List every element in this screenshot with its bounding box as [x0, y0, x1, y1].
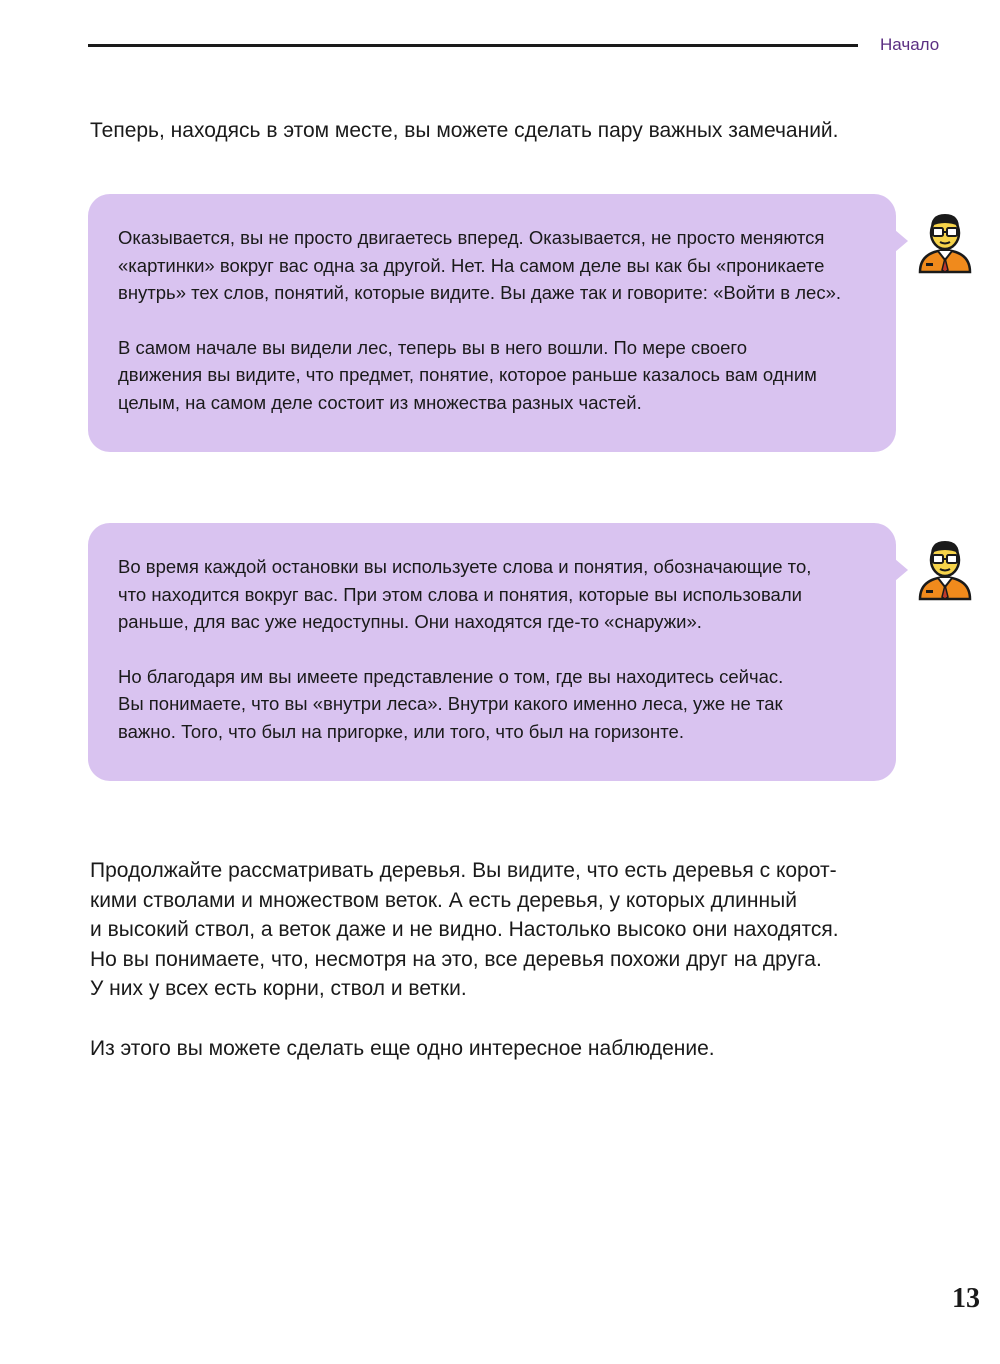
bubble-paragraph: В самом начале вы видели лес, теперь вы в него вошли. По мере своего движения вы видите, что предмет, понятие, которое раньше казалось вам одним целым, на самом деле состоит из множества разных частей.: [118, 336, 817, 413]
bubble-tail: [895, 230, 908, 252]
body-text: [90, 856, 960, 1063]
header-rule: [88, 44, 858, 47]
bubble-paragraph: Но благодаря им вы имеете представление о том, где вы находитесь сейчас. Вы понимаете, что вы «внутри леса». Внутри какого именно леса, уже не так важно. Того, что был на пригорке, или того, что был на горизонте.: [118, 665, 784, 742]
bubble-paragraph: Оказывается, вы не просто двигаетесь вперед. Оказывается, не просто меняются «картинки» вокруг вас одна за другой. Нет. На самом деле вы как бы «проникаете внутрь» тех слов, понятий, которые видите. Вы даже так и говорите: «Войти в лес».: [118, 227, 841, 303]
speech-bubble-1: [88, 194, 896, 452]
page-number: 13: [952, 1283, 980, 1314]
body-paragraph: Продолжайте рассматривать деревья. Вы видите, что есть деревья с корот- кими стволами и множеством веток. А есть деревья, у которых длинный и высокий ствол, а веток даже и не видно. Настолько высоко они находятся. Но вы понимаете, что, несмотря на это, все деревья похожи друг на друга. У них у всех есть корни, ствол и ветки.: [90, 859, 839, 1000]
section-label: Начало: [880, 35, 940, 54]
intro-text: Теперь, находясь в этом месте, вы можете сделать пару важных замечаний.: [90, 119, 839, 142]
person-with-glasses-icon: [916, 535, 974, 601]
bubble-paragraph: Во время каждой остановки вы используете слова и понятия, обозначающие то, что находится вокруг вас. При этом слова и понятия, которые вы использовали раньше, для вас уже недоступны. Они находятся где-то «снаружи».: [118, 556, 812, 632]
body-paragraph: Из этого вы можете сделать еще одно интересное наблюдение.: [90, 1036, 715, 1060]
bubble-tail: [895, 559, 908, 581]
speech-bubble-2: [88, 523, 896, 781]
person-with-glasses-icon: [916, 208, 974, 274]
